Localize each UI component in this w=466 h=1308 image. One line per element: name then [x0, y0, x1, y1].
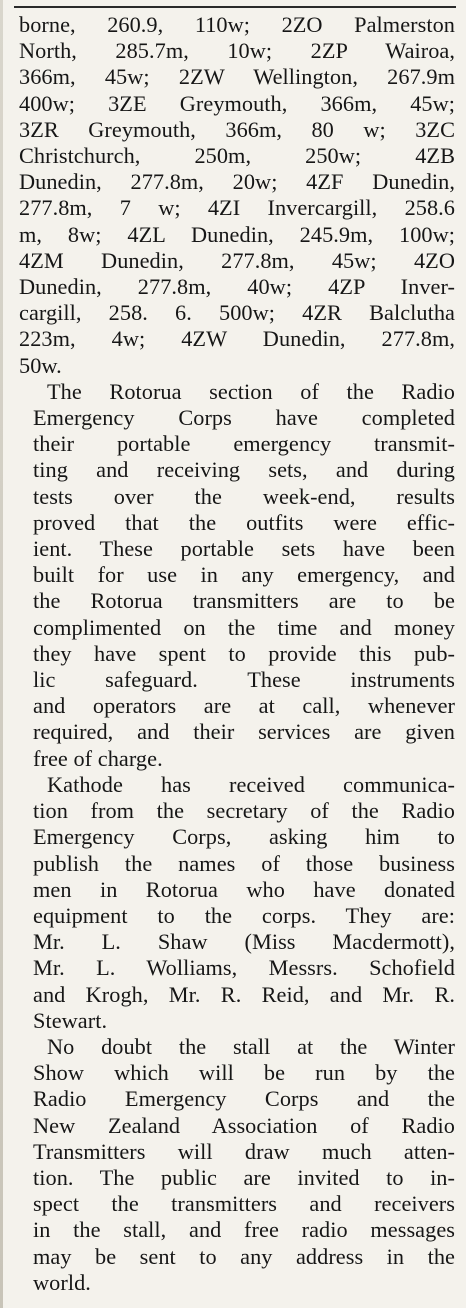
text-line: tion. The public are invited to in- [33, 1164, 455, 1190]
text-line: may be sent to any address in the [33, 1243, 455, 1269]
text-line: Emergency Corps have completed [33, 405, 455, 431]
text-line: 3ZR Greymouth, 366m, 80 w; 3ZC [19, 116, 455, 142]
article-paragraph [19, 772, 455, 1034]
article-paragraph [19, 12, 455, 379]
text-line: Mr. L. Wolliams, Messrs. Schofield [33, 955, 455, 981]
text-line: Show which will be run by the [33, 1060, 455, 1086]
text-line: 50w. [19, 352, 62, 378]
text-line: 4ZM Dunedin, 277.8m, 45w; 4ZO [19, 247, 455, 273]
text-line: Kathode has received communica- [47, 771, 455, 797]
text-line: No doubt the stall at the Winter [47, 1033, 455, 1059]
page-edge [0, 0, 3, 1308]
article-paragraph [19, 379, 455, 772]
article-paragraph [19, 1034, 455, 1296]
text-line: free of charge. [33, 745, 163, 771]
text-line: Mr. L. Shaw (Miss Macdermott), [33, 929, 455, 955]
text-line: lic safeguard. These instruments [33, 667, 455, 693]
text-line: and Krogh, Mr. R. Reid, and Mr. R. [33, 981, 455, 1007]
text-line: New Zealand Association of Radio [33, 1112, 455, 1138]
text-line: tests over the week-end, results [33, 483, 455, 509]
text-line: publish the names of those business [33, 850, 455, 876]
text-line: 277.8m, 7 w; 4ZI Invercargill, 258.6 [19, 195, 455, 221]
text-line: m, 8w; 4ZL Dunedin, 245.9m, 100w; [19, 221, 455, 247]
text-line: they have spent to provide this pub- [33, 640, 455, 666]
text-line: and operators are at call, whenever [33, 693, 455, 719]
text-line: Dunedin, 277.8m, 20w; 4ZF Dunedin, [19, 169, 455, 195]
text-line: proved that the outfits were effic- [33, 509, 455, 535]
text-line: built for use in any emergency, and [33, 562, 455, 588]
text-line: tion from the secretary of the Radio [33, 798, 455, 824]
column-top-rule [14, 6, 456, 8]
text-line: Stewart. [33, 1007, 108, 1033]
text-line: 400w; 3ZE Greymouth, 366m, 45w; [19, 90, 455, 116]
text-line: men in Rotorua who have donated [33, 876, 455, 902]
text-line: 366m, 45w; 2ZW Wellington, 267.9m [19, 64, 455, 90]
text-line: equipment to the corps. They are: [33, 902, 455, 928]
text-line: 223m, 4w; 4ZW Dunedin, 277.8m, [19, 326, 455, 352]
text-line: ting and receiving sets, and during [33, 457, 455, 483]
text-line: required, and their services are given [33, 719, 455, 745]
text-line: North, 285.7m, 10w; 2ZP Wairoa, [19, 38, 455, 64]
article-column [19, 12, 455, 1296]
text-line: Christchurch, 250m, 250w; 4ZB [19, 143, 455, 169]
text-line: spect the transmitters and receivers [33, 1191, 455, 1217]
text-line: complimented on the time and money [33, 614, 455, 640]
text-line: ient. These portable sets have been [33, 536, 455, 562]
text-line: cargill, 258. 6. 500w; 4ZR Balclutha [19, 300, 455, 326]
text-line: world. [33, 1269, 91, 1295]
text-line: their portable emergency transmit- [33, 431, 455, 457]
text-line: Dunedin, 277.8m, 40w; 4ZP Inver- [19, 274, 455, 300]
text-line: in the stall, and free radio messages [33, 1217, 455, 1243]
text-line: Radio Emergency Corps and the [33, 1086, 455, 1112]
text-line: Transmitters will draw much atten- [33, 1138, 455, 1164]
text-line: borne, 260.9, 110w; 2ZO Palmerston [19, 12, 455, 37]
text-line: the Rotorua transmitters are to be [33, 588, 455, 614]
text-line: The Rotorua section of the Radio [47, 378, 455, 404]
text-line: Emergency Corps, asking him to [33, 824, 455, 850]
